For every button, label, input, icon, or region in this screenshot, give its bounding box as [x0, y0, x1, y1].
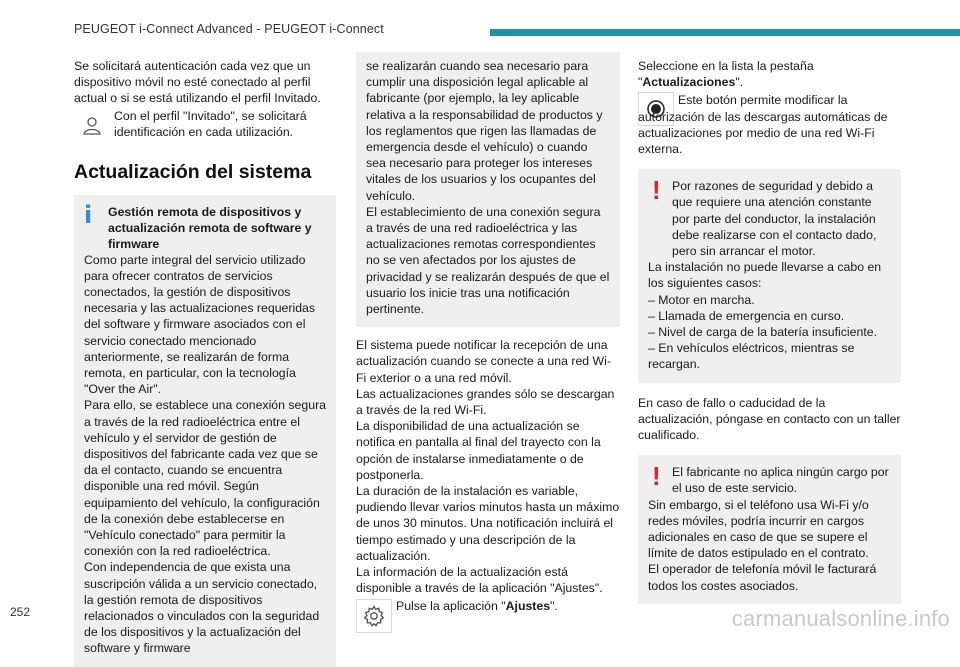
- warning-paragraph: El fabricante no aplica ningún cargo por el uso de este servicio.: [672, 465, 889, 496]
- column-middle: [356, 52, 620, 633]
- text-fragment: ".: [735, 75, 744, 90]
- settings-instruction: [356, 598, 620, 633]
- body-paragraph: La información de la actualización está disponible a través de la aplicación "Ajustes".: [356, 565, 603, 596]
- info-box-continued: [356, 52, 620, 327]
- warning-paragraph: Por razones de seguridad y debido a que requiere una atención constante por parte del conductor, la instalación debe realizarse con el contacto dado, pero sin arrancar el motor.: [672, 179, 877, 259]
- warning-list-item: – Motor en marcha.: [648, 292, 755, 307]
- watermark: carmanualsonline.info: [731, 606, 950, 631]
- failure-paragraph: En caso de fallo o caducidad de la actualización, póngase en contacto con un taller cualificado.: [638, 395, 901, 443]
- warning-icon: !: [652, 175, 661, 206]
- auto-download-text: Este botón permite modificar la autorización de las descargas automáticas de actualizaciones por medio de una red Wi-Fi externa.: [638, 93, 888, 157]
- running-header: PEUGEOT i-Connect Advanced - PEUGEOT i-Connect: [74, 22, 384, 36]
- text-fragment: ".: [550, 598, 558, 613]
- section-title: Actualización del sistema: [74, 160, 312, 183]
- warning-paragraph: Sin embargo, si el teléfono usa Wi-Fi y/o redes móviles, podría incurrir en cargos adicionales en caso de que se supere el límite de datos estipulado en el contrato.: [648, 497, 869, 561]
- info-paragraph: se realizarán cuando sea necesario para cumplir una disposición legal aplicable al fabricante (por ejemplo, la ley aplicable relativa a la responsabilidad de productos y los reglamentos que rigen las llamadas de emergencia desde el vehículo) o cuando sea necesario para proteger los intereses vitales de los usuarios y los ocupantes del vehículo.: [366, 59, 603, 203]
- page-number: 252: [10, 605, 31, 619]
- body-paragraph: La duración de la instalación es variable, pudiendo llevar varios minutos hasta un máximo de unos 30 minutos. Una notificación incluirá el tiempo estimado y una descripción de la actualización.: [356, 484, 620, 563]
- info-paragraph: Para ello, se establece una conexión segura a través de la red radioeléctrica entre el vehículo y el servidor de gestión de dispositivos del fabricante cada vez que se da el contacto, cuando se encuentra disponible una red móvil. Según equipamiento del vehículo, la configuración de la conexión debe establecerse en "Vehículo conectado" para permitir la conexión con la red radioeléctrica.: [84, 398, 326, 559]
- authentication-paragraph: Se solicitará autenticación cada vez que un dispositivo móvil no esté conectado al perfil actual o si se está utilizando el perfil Invitado.: [74, 59, 321, 106]
- text-fragment: Seleccione en la lista la pestaña ": [638, 59, 814, 90]
- column-left: [74, 58, 336, 667]
- gear-icon: [356, 599, 392, 633]
- settings-app-name: Ajustes: [505, 598, 551, 613]
- charges-warning-box: [638, 455, 901, 604]
- body-paragraph: Las actualizaciones grandes sólo se descargan a través de la red Wi-Fi.: [356, 386, 615, 418]
- updates-tab-name: Actualizaciones: [642, 75, 736, 90]
- warning-paragraph: La instalación no puede llevarse a cabo en los siguientes casos:: [648, 260, 882, 291]
- column-right: [638, 58, 901, 604]
- user-profile-icon: [74, 109, 110, 143]
- info-paragraph: Con independencia de que exista una suscripción válida a un servicio conectado, la gestión remota de dispositivos relacionados o vinculados con la seguridad de los dispositivos y la actualización del software y firmware: [84, 560, 320, 656]
- info-box-title: Gestión remota de dispositivos y actualización remota de software y firmware: [108, 204, 312, 251]
- installation-warning-box: [638, 169, 901, 382]
- info-paragraph: El establecimiento de una conexión segura a través de una red radioeléctrica y las actualizaciones remotas correspondientes no se ven afectados por los ajustes de privacidad y se realizarán después de que el usuario los inicie tras una notificación pertinente.: [366, 204, 610, 317]
- warning-list-item: – En vehículos eléctricos, mientras se recargan.: [648, 341, 855, 372]
- tab-instruction: [638, 58, 901, 90]
- warning-list-item: – Nivel de carga de la batería insuficiente.: [648, 325, 877, 340]
- guest-profile-text: Con el perfil "Invitado", se solicitará identificación en cada utilización.: [114, 108, 307, 139]
- body-paragraph: La disponibilidad de una actualización se notifica en pantalla al final del trayecto con la opción de instalarse inmediatamente o de postponerla.: [356, 419, 601, 482]
- warning-list-item: – Llamada de emergencia en curso.: [648, 308, 845, 323]
- header-accent-bar: [490, 29, 960, 36]
- settings-instruction-text: [396, 598, 620, 614]
- text-fragment: Pulse la aplicación ": [396, 598, 506, 613]
- guest-profile-note: [74, 108, 336, 143]
- info-icon: i: [84, 200, 93, 229]
- warning-icon: !: [652, 461, 661, 492]
- warning-paragraph: El operador de telefonía móvil le facturará todos los costes asociados.: [648, 562, 877, 593]
- body-paragraph: El sistema puede notificar la recepción de una actualización cuando se conecte a una red Wi-Fi exterior o a una red móvil.: [356, 338, 611, 385]
- remote-management-info-box: [74, 195, 336, 667]
- info-paragraph: Como parte integral del servicio utilizado para ofrecer contratos de servicios conectados, la gestión de dispositivos necesaria y las actualizaciones requeridas del software y firmware asociados con el servicio conectado mencionado anteriormente, se realizarán de forma remota, en particular, con la tecnología "Over the Air".: [84, 252, 316, 397]
